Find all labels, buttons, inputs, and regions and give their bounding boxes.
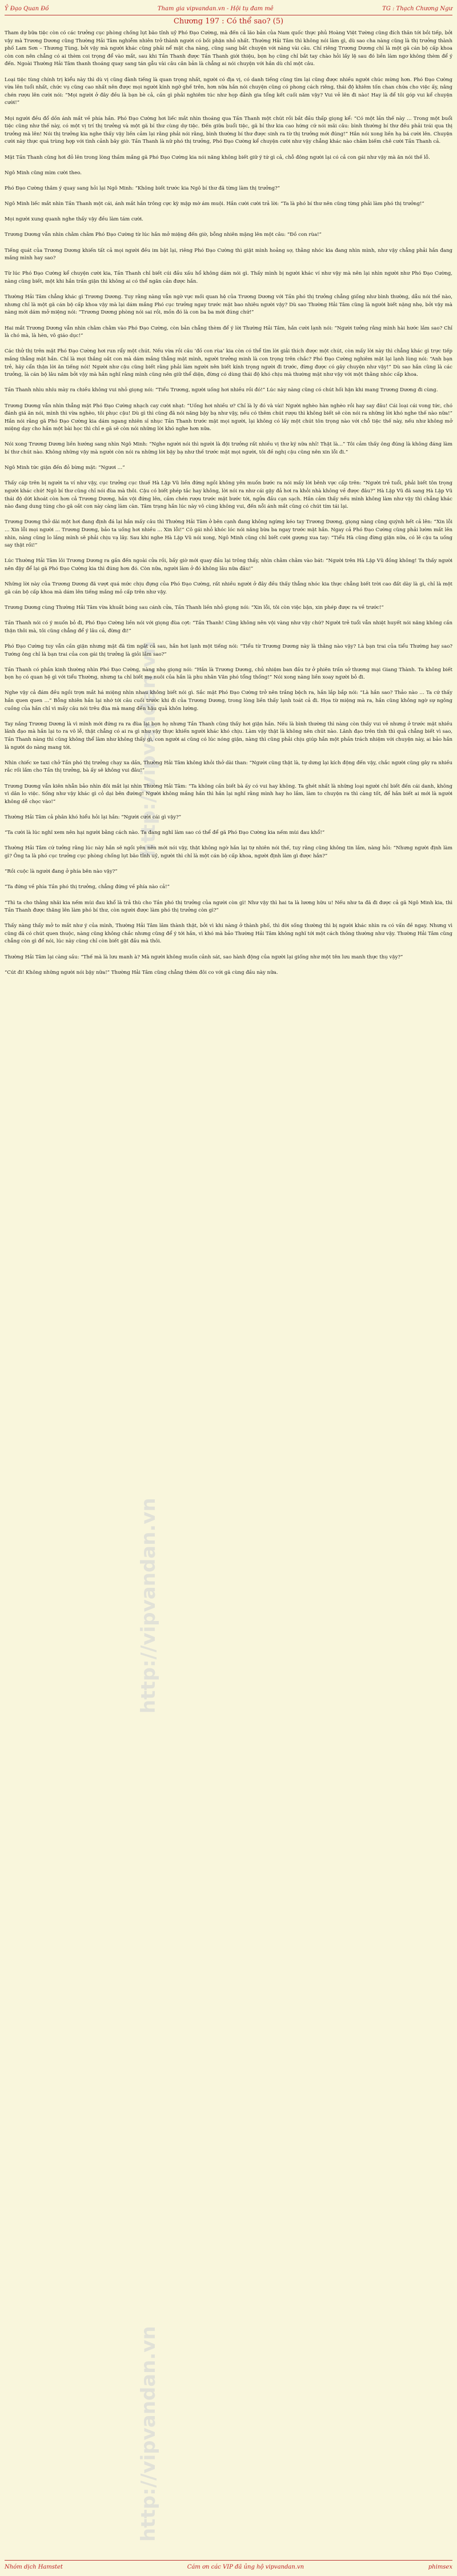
paragraph: Thường Hải Tâm cả phân khó hiểu hỏi lại hắn: “Người cười cái gì vậy?” — [5, 814, 182, 820]
paragraph: Loại tiệc tùng chính trị kiểu này thì dù vị cũng đành tiếng là quan trọng nhất, người có địa vị, có danh tiếng cũng tìm lại cũng được nhiều người chúc mừng hơn. Phó Đạo Cường vừa lên tuổi nhất, chức vụ cũng cao nhất nên được mọi người kính ngỡ ghế trên, hơn nữa hắn nói chuyện cũng có phong cách riêng, thái độ khiêm tốn chan chứa cho việc ấy, nâng chén rượu lên cười nói: “Mọi người ở đây đều là bạn bè cả, cần gì phải nghiêm túc như họp đảnh gia tổng kết cuối năm vậy? Vui vẻ lên đi nào! Hay là để tôi góp vui kể chuyện cười!” — [5, 77, 452, 106]
paragraph: Những lời này của Trương Dương đã vượt quá mức chịu đựng của Phó Đạo Cường, rất nhiều người ở đây đều thấy thẳng nhóc kia thực chẳng biết trời cao đất dày là gì, chỉ là một gã cán bộ cấp khoa mà dám lên tiếng mắng mỏ cấp trên như vậy. — [5, 581, 452, 595]
paragraph: Hai mắt Trương Dương vẫn nhìn chằm chằm vào Phó Đạo Cường, còn bản chẳng thèm để ý lời Thường Hải Tâm, hắn cười lạnh nói: “Người tưởng rằng mình hài hước lắm sao? Chỉ là chó mà, là hèn, vô giáo dục!” — [5, 325, 452, 339]
paragraph: Phó Đạo Cường tuy vẫn cần giận nhưng mặt đã tìm ngắt cả sau, hắn hơi lạnh một tiếng nói: “Tiểu từ Trương Dương này là thằng nào vậy? Là bạn trai của tiểu Thường hay sao? Tướng ông chỉ là bạn trai của con gái thị trưởng là giỏi lắm sao?” — [5, 643, 452, 657]
paragraph: Nhìn chiếc xe taxi chở Tần phó thị trưởng chạy xa dần, Thường Hải Tâm không khỏi thở dài than: “Người cũng thật là, tự dưng lại kích động đến vậy, chắc người cũng gây ra nhiều rắc rối lắm cho Tần thị trưởng, bà ấy sẽ không vui đâu!” — [5, 760, 452, 774]
paragraph: Thấy nàng thấy mở to mắt như ý của mình, Thường Hải Tâm lâm thành thật, bởi vì khi nàng ở thành phố, thì đời sống thường thì bị người khác nhìn ra có vấn đề ngay. Nhưng vì cũng đã có chút quen thuộc, nàng cũng không chắc nhưng cũng để ý tới hắn, vì khó mà bảo Thường Hải Tâm không nghĩ tới một cách thông thường như vậy. Thường Hải Tâm cũng chẳng còn gì để nói, lúc này cũng chỉ còn biết gật đầu mà thôi. — [5, 923, 452, 945]
footer-right: phimsex — [428, 2563, 452, 2570]
paragraph: Tham dự bữa tiệc còn có các trưởng cục phòng chống lụt bão tỉnh uỷ Phó Đạo Cường, mà đến cả lão bản của Nam quốc thực phủ Hoàng Việt Tường cũng đích thân tới bồi tiếp, bởi vậy mà Trương Dương cũng Thường Hải Tâm nghiễm nhiên trở thành người có bối phận nhỏ nhất. Thường Hải Tâm thì không nói làm gì, dù sao cha nàng cũng là thị trưởng thành phố Lam Sơn – Thương Tùng, bởi vậy mà người khác cũng phải nể mặt cha nàng, cũng sang bắt chuyện với nàng vài câu. Chỉ riêng Trương Dương chỉ là một gã cán bộ cấp khoa còn con nên chẳng có ai thèm coi trọng để vào mắt, sau khi Tần Thanh được Tần Thanh giới thiệu, bọn họ cũng chỉ bắt tay chào hỏi lấy lệ sau đó liền làm ngơ không thèm để ý đến. Ngoài Thường Hải Tâm thanh thoáng quay sang tán gẫu vài câu cân bản là chẳng ai nói chuyện với hắn dù chỉ một câu. — [5, 30, 452, 67]
paragraph: “Cút đi! Không những người nói bậy nữa!” Thường Hải Tâm cũng chẳng thèm đôi co với gã cùng đầu này nữa. — [5, 969, 278, 976]
paragraph: “Ta đứng về phía Tần phó thị trưởng, chẳng đứng về phía nào cả!” — [5, 884, 170, 890]
page-header — [5, 2, 452, 15]
paragraph: Trương Dương cùng Thường Hải Tâm vừa khuất bóng sau cánh cửa, Tần Thanh liền nhỏ giọng nói: “Xin lỗi, tôi còn việc bận, xin phép được ra về trước!” — [5, 604, 384, 611]
paragraph: Thấy cáp trên bị người ta ví như vậy, cục trưởng cục thuế Hà Lập Vũ liền đứng ngồi không yên muốn bước ra nói mấy lời bênh vực cấp trên: “Người trẻ tuổi, phải biết tôn trọng người khác chứ! Ngô bí thư cũng chỉ nói đùa mà thôi. Cậu có biết phép tắc hay không, lời nói ra như cái gậy đả hơi ra khỏi nhà không về được đâu?” Hà Lập Vũ đã sang Hà Lập Vũ thái độ dứt khoát còn hơn cả Trương Dương, hắn vội đứng lên, cầm chén rượu trước mặt bước tới, ngửa đầu cạn sạch. Hắn cảm thấy nếu mình không làm như vậy thì chẳng khác nào đang dung túng cho gã oắt con này càng làm càn. Tâm trạng hắn lúc này vô cùng không vui, đến nỗi ánh mắt cũng có chút tím tái lại. — [5, 480, 452, 510]
header-center: Tham gia vipvandan.vn - Hội tụ đam mê — [157, 5, 274, 12]
paragraph: Lúc Thường Hải Tâm lôi Trương Dương ra gần đến ngoài cửa rồi, bấy giờ mới quay đầu lại trông thấy, nhìn chằm chằm vào bát: “Người trên Hà Lập Vũ đồng không! Ta thấy người nên đậy để lại gã Phó Đạo Cường kia thì đúng hơn đó. Còn nữa, người làm ở đó không lâu nữa đâu!” — [5, 558, 452, 572]
paragraph: Trương Dương thở dài một hơi đang định đá lại hắn mấy câu thì Thường Hải Tâm ở bên cạnh đang không ngừng kéo tay Trương Dương, giọng nàng cũng quýnh hết cả lên: “Xin lỗi … Xin lỗi mọi người … Trương Dương, bảo ta uống hơi nhiều … Xin lỗi!” Cô gái nhỏ khóc lóc nói năng bừa ba ngay trước mặt hắn. Ngay cả Phó Đạo Cường cũng phải lườm mắt lên nhìn, nàng cũng lo lắng mình sẽ phải chịu vạ lây. Sau khi nghe Hà Lập Vũ nói xong, Ngô Minh cũng chỉ biết cười gượng xua tay: “Tiểu Hà cũng đừng giận nữa, có lẽ cậu ta uống say thật rồi!” — [5, 519, 452, 549]
paragraph: “Ta cười là lúc nghĩ xem nên hại người bằng cách nào. Ta đang nghĩ làm sao có thể để gã Phó Đạo Cường kia nếm mùi đau khổ!” — [5, 830, 325, 836]
paragraph: Trương Dương vẫn kiên nhẫn bảo nhìn đôi mắt lại nhìn Thường Hải Tâm: “Ta không cần biết bà ấy có vui hay không. Ta ghét nhất là những loại người chỉ biết đến cái danh, không vì dân lo việc. Sống như vậy khác gì cỏ dại bên đường! Người không mắng hắn thì hắn lại nghĩ rằng mình hay ho lắm, làm to chuyện ra thì càng tốt, để hắn biết ai mới là người không dễ chọc vào!” — [5, 783, 452, 805]
paragraph: Mặt Tần Thanh cũng hơi đỏ lên trong lòng thầm mắng gã Phó Đạo Cường kia nói năng không biết giữ ý tứ gì cả, chỗ đông người lại có cả con gái như vậy mà ăn nói thế lỗ. — [5, 154, 430, 161]
paragraph: Ngô Minh cũng mìm cười theo. — [5, 170, 82, 176]
paragraph: Tiếng quát của Trương Dương khiến tất cả mọi người đều im bặt lại, riêng Phó Đạo Cường thì giật mình hoảng sợ, thằng nhóc kia đang nhìn mình, như vậy chẳng phải hắn đang mắng mình hay sao? — [5, 247, 452, 262]
paragraph: “Thì ta cho thằng nhãi kia nếm mùi đau khổ là trả thù cho Tần phó thị trưởng của người còn gì! Như vậy thì hai ta là lương hữu u! Nếu như ta đã đi được cả gã Ngô Minh kia, thì Tần Thanh được thăng lên làm phó bí thư, còn người được làm phó thị trưởng còn gì?” — [5, 900, 452, 914]
paragraph: Phó Đạo Cường thâm ý quay sang hỏi lại Ngô Minh: “Không biết trước kia Ngô bí thư đã từng làm thị trưởng?” — [5, 185, 280, 191]
paragraph: Nói xong Trương Dương liền hướng sang nhìn Ngô Minh: “Nghe người nói thì người là đội trưởng rất nhiều vị thư ký nữa nhỉ! Thật là…” Tôi cảm thấy ông đúng là không đáng làm bí thư chút nào. Không những vậy mà người còn nói ra những lời bậy bạ như thế trước mặt mọi người, tôi đề nghị cậu cũng nên xin lỗi đi.” — [5, 442, 452, 456]
watermark: http://vipvandan.vn — [137, 1498, 160, 1714]
paragraph: Các thử thị trên mặt Phó Đạo Cường hơi run rẩy một chút. Nếu vừa rồi câu ‘đồ con rùa’ kia còn có thể tìm lời giải thích được một chút, còn mấy lời này thì chẳng khác gì trực tiếp mắng thẳng mặt hắn. Chỉ là mọi thắng oắt con mà dám mắng thẳng mặt mình, người trưởng minh là con trọng trên chắc? Phó Đạo Cường nghiêm mặt lại lạnh lùng nói: “Anh bạn trẻ, hãy cẩn thận lời ăn tiếng nói! Người như cậu cũng biết rằng phải làm người nên biết kính trọng người đi trước, đừng được có gây chuyện như vậy!” Dù sao hắn cũng là các trưởng, là cán bộ lâu năm bởi vậy mà hắn nghĩ rằng mình cũng nên giữ thể diện, đừng có dùng thái độ khó chịu mà thường mặt như vậy với một thằng nhóc cấp khoa. — [5, 348, 452, 378]
paragraph: Tần Thanh nói có ý muốn bỏ đi, Phó Đạo Cường liền nói với giọng đùa cợt: “Tần Thanh! Cũng không nên vội vàng như vậy chứ? Người trẻ tuổi vẫn nhiệt huyết nói năng không cần thận thôi mà, tôi cũng chẳng để ý lâu cả, đừng đi!” — [5, 620, 452, 634]
watermark: http://vipvandan.vn — [137, 641, 160, 857]
paragraph: Ngô Minh tức giận đến đỏ bừng mặt: “Ngươi …” — [5, 465, 125, 471]
footer-left: Nhóm dịch Hamstet — [5, 2563, 63, 2570]
paragraph: Mọi người xung quanh nghe thấy vậy đều làm tám cười. — [5, 216, 143, 223]
paragraph: Nghe vậy cả đám đều ngồi trợn mắt há miệng nhìn nhau không biết nói gì. Sắc mặt Phó Đạo Cường trở nên trắng bệch ra, hắn lắp bắp nói: “Là hắn sao? Thảo nào … Ta cứ thấy hắn quen quen …” Bỗng nhiên hắn lại nhớ tới câu cuối trước khi đi của Trương Dương, trong lòng liền thấy lạnh toát cả đi. Họa từ miệng mà ra, hắn cũng không ngờ sự ngông cuồng của hắn chỉ vì mấy câu nói trêu đùa mà mang đến hậu quả khôn lường. — [5, 690, 452, 712]
paragraph: Từ lúc Phó Đạo Cường kể chuyện cười kia, Tần Thanh chỉ biết cúi đầu xấu hổ không dám nói gì. Thấy mình bị người khác ví như vậy mà nên lại nhìn người như Phó Đạo Cường, nàng cũng biết, một khi hắn trấn giận thì không ai có thể ngăn cản được hắn. — [5, 271, 452, 284]
chapter-body — [5, 30, 452, 985]
footer-center: Cám ơn các VIP đã ủng hộ vipvandan.vn — [187, 2563, 304, 2570]
watermark: http://vipvandan.vn — [137, 2326, 160, 2542]
paragraph: Thường Hải Tâm lại càng sầu: “Thế mà là lưu manh à? Mà người không muốn cảnh sát, sao hành động của người lại giống như một tên lưu manh thực thụ vậy?” — [5, 954, 403, 960]
paragraph: Ngô Minh liếc mắt nhìn Tần Thanh một cái, ánh mắt hắn trông cực kỳ mập mờ ám muội. Hắn cười cười trả lời: “Ta là phó bí thư nên cũng từng phải làm phó thị trưởng!” — [5, 201, 424, 207]
header-left: Ỷ Đạo Quan Đồ — [5, 5, 49, 12]
paragraph: Trương Dương vẫn nhìn thẳng mặt Phó Đạo Cường nhạch cay cười nhạt: “Uống hơi nhiều ư? Chỉ là ly đó và vài! Người nghèo hàn nghèo rồi hay say đâu! Cái loại cái vong tức, chó đánh giá ăn nói, mình thì vừa nghèo, tôi phục cậu! Dù gì thì cũng đã nói năng bậy bạ như vậy, nếu có thêm chút rượu thì không biết sẽ còn nói ra những lời khó nghe thế nào nữa!” Hắn nói rằng gã Phó Đạo Cường kia dám ngang nhiên sỉ nhục Tần Thanh trước mặt mọi người, lại không có lấy một chút tôn trọng nào với chỗ tiệc thế này, nếu như không mở miệng dạy cho hắn một bài học thì chỉ e gã sẽ còn nói những lời khó nghe hơn nữa. — [5, 403, 452, 432]
paragraph: Tần Thanh có phần kinh thường nhìn Phó Đạo Cường, nàng nhẹ giọng nói: “Hắn là Trương Dương, chủ nhiệm ban đầu tư ở phiên trấn sở thương mại Giang Thành. Ta không biết bọn họ có quan hệ gì với tiểu Thường, nhưng ta chỉ biết mẹ nuôi của hắn là phu nhân Văn phó tổng thống!” Nói xong nàng liền xoay người bỏ đi. — [5, 667, 452, 681]
header-right: TG : Thạch Chương Ngư — [382, 5, 452, 12]
chapter-title: Chương 197 : Có thể sao? (5) — [173, 17, 284, 26]
paragraph: “Rồi cuộc là người đang ở phía bên nào vậy?” — [5, 869, 118, 875]
paragraph: Tần Thanh nhìu nhíu mày ra chiều không vui nhỏ giọng nói: “Tiểu Trương, người uống hơi nhiều rồi đó!” Lúc này nàng cũng có chút hối hận khi mang Trương Dương đi cùng. — [5, 387, 438, 394]
paragraph: Tay nắng Trương Dương là vì mình mới đứng ra ra đùa lại bọn họ nhưng Tần Thanh cũng thấy hơi giận hắn. Nếu là bình thường thì nàng còn thấy vui vẻ nhưng ở trước mặt nhiều lãnh đạo mà hắn lại to ra vô lễ, thật chẳng có ai ra gì như vậy thực khiến người khác khó chịu. Làm vậy thật là không nên chút nào. Lãnh đạo trên tỉnh thì quả chẳng biết vì sao, Tần Thanh nàng thì cũng không thể làm như không thấy gì, con người ai cũng có lúc nóng giận, nàng thì cũng phải chịu giúp hắn một phần trách nhiệm với chuyện này, ai bảo hắn là người do nàng mang tới. — [5, 721, 452, 751]
paragraph: Thường Hải Tâm chẳng khác gì Trương Dương. Tuy rằng nàng vẫn ngờ vực mối quan hệ của Trương Dương với Tần phó thị trưởng chẳng giống như bình thường, dẫu nói thế nào, nhưng chỉ là một gã cán bộ cấp khoa vậy mà lại dám mắng Phó cục trưởng ngay trước mặt bao nhiêu người vậy? Dù sao Thường Hải Tâm cũng là người biết nặng nhẹ, bởi vậy mà nàng mới dám mở miệng nói: “Trương Dương phòng nói sai rồi, mồn đó là con ba ba mới đúng chứ!” — [5, 294, 452, 316]
paragraph: Mọi người đều đổ dồn ánh mắt về phía hắn. Phó Đạo Cường hơi liếc mắt nhìn thoáng qua Tần Thanh một chút rồi bắt đầu thấp giọng kể: “Có một lần thế này … Trong một buổi tiệc cũng như thế này, có một vị trí thị trưởng và một gã bí thư cùng dự tiệc. Đến giữa buổi tiệc, gã bí thư kia cao hứng cứ nói mãi câu: bình thường bí thư đều phải trái qua thị trưởng mà lên! Nói thị trưởng kia nghe thấy vậy liền cảm lại rằng phải nói rằng, bình thường bí thư được sinh ra từ thị trưởng mới đúng!” Hắn nói xong liền hạ bá cười lên. Chuyện cười này thực quá trùng hợp với tình cảnh bây giờ. Tần Thanh là nữ phó thị trưởng, Phó Đạo Cường kể chuyện cười như vậy chẳng khác nào châm biếm chê cười Tần Thanh cả. — [5, 115, 452, 145]
page-footer — [5, 2560, 452, 2573]
paragraph: Thường Hải Tâm cứ tưởng rằng lúc này hắn sẽ ngồi yên nên mới nói vậy, thật không ngờ hắn lại tự nhiên nói thế, tuy rằng cũng không tin lắm, nàng hỏi: “Nhưng người định làm gì? Ông ta là phó cục trưởng cục phòng chống lụt bão tỉnh uỷ, người thì chỉ là một cán bộ cấp khoa, người định làm gì được hắn?” — [5, 845, 452, 859]
paragraph: Trương Dương vẫn nhìn chằm chằm Phó Đạo Cường từ lúc hắn mở miệng đến giờ, bỗng nhiên mặng lên một câu: “Đồ con rùa!” — [5, 232, 322, 238]
